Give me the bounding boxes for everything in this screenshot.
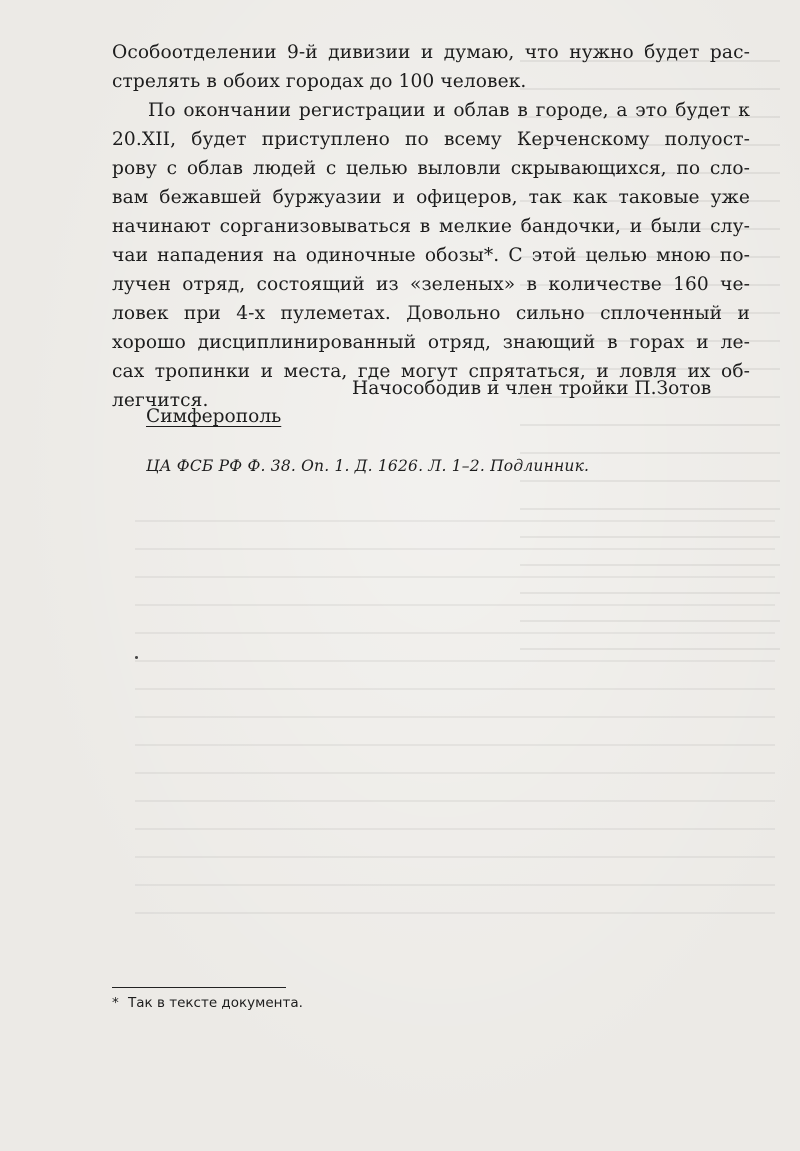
archive-source-citation: ЦА ФСБ РФ Ф. 38. Оп. 1. Д. 1626. Л. 1–2. Подлинник. — [146, 457, 590, 475]
body-line: Особоотделении 9-й дивизии и думаю, что нужно будет рас- — [112, 42, 750, 63]
body-line: лучен отряд, состоящий из «зеленых» в количестве 160 че- — [112, 274, 750, 295]
body-line: чаи нападения на одиночные обозы*. С этой целью мною по- — [112, 245, 750, 266]
footnote — [112, 993, 303, 1013]
body-line: вам бежавшей буржуазии и офицеров, так как таковые уже — [112, 187, 750, 208]
body-line: стрелять в обоих городах до 100 человек. — [112, 71, 527, 92]
body-line: рову с облав людей с целью выловли скрывающихся, по сло- — [112, 158, 750, 179]
body-line: сах тропинки и места, где могут спрятаться, и ловля их об- — [112, 361, 750, 382]
body-line: ловек при 4-х пулеметах. Довольно сильно сплоченный и — [112, 303, 750, 324]
speck-mark — [135, 656, 138, 659]
body-line: хорошо дисциплинированный отряд, знающий в горах и ле- — [112, 332, 750, 353]
body-line: 20.XII, будет приступлено по всему Керченскому полуост- — [112, 129, 750, 150]
body-line: легчится. — [112, 390, 209, 411]
footnote-text: Так в тексте документа. — [128, 995, 303, 1011]
body-line-paragraph-start: По окончании регистрации и облав в городе, а это будет к — [148, 100, 750, 121]
footnote-mark: * — [112, 995, 119, 1011]
body-line: начинают сорганизовываться в мелкие бандочки, и были слу- — [112, 216, 750, 237]
signature-line: Начосободив и член тройки П.Зотов — [352, 378, 712, 399]
bleed-through-shadow-lower — [135, 520, 775, 940]
body-text — [112, 38, 750, 415]
footnote-divider — [112, 987, 286, 988]
place-name: Симферополь — [146, 406, 282, 427]
